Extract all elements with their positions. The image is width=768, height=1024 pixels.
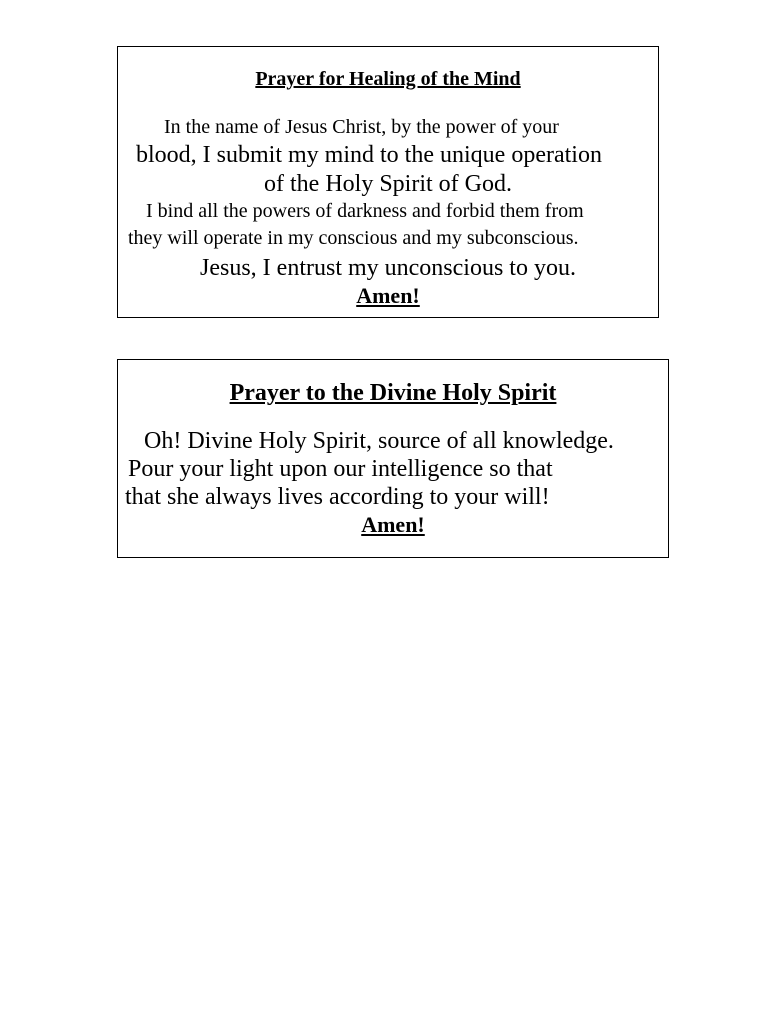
amen-closing: Amen!: [361, 512, 425, 537]
prayer-title: Prayer for Healing of the Mind: [255, 68, 521, 90]
prayer-line: Oh! Divine Holy Spirit, source of all knowledge.: [144, 428, 614, 454]
amen-closing: Amen!: [356, 283, 420, 308]
prayer-line: they will operate in my conscious and my subconscious.: [128, 227, 579, 249]
prayer-card-divine-holy-spirit: [117, 359, 669, 558]
prayer-line: Pour your light upon our intelligence so that: [128, 456, 553, 482]
prayer-line: In the name of Jesus Christ, by the power of your: [164, 116, 559, 138]
prayer-title: Prayer to the Divine Holy Spirit: [229, 380, 557, 406]
prayer-line: Jesus, I entrust my unconscious to you.: [200, 255, 576, 281]
prayer-card-healing-mind: [117, 46, 659, 318]
prayer-line: I bind all the powers of darkness and forbid them from: [146, 200, 584, 222]
prayer-line: blood, I submit my mind to the unique operation: [136, 142, 602, 168]
prayer-line: of the Holy Spirit of God.: [264, 171, 512, 197]
prayer-line: that she always lives according to your will!: [125, 484, 550, 510]
